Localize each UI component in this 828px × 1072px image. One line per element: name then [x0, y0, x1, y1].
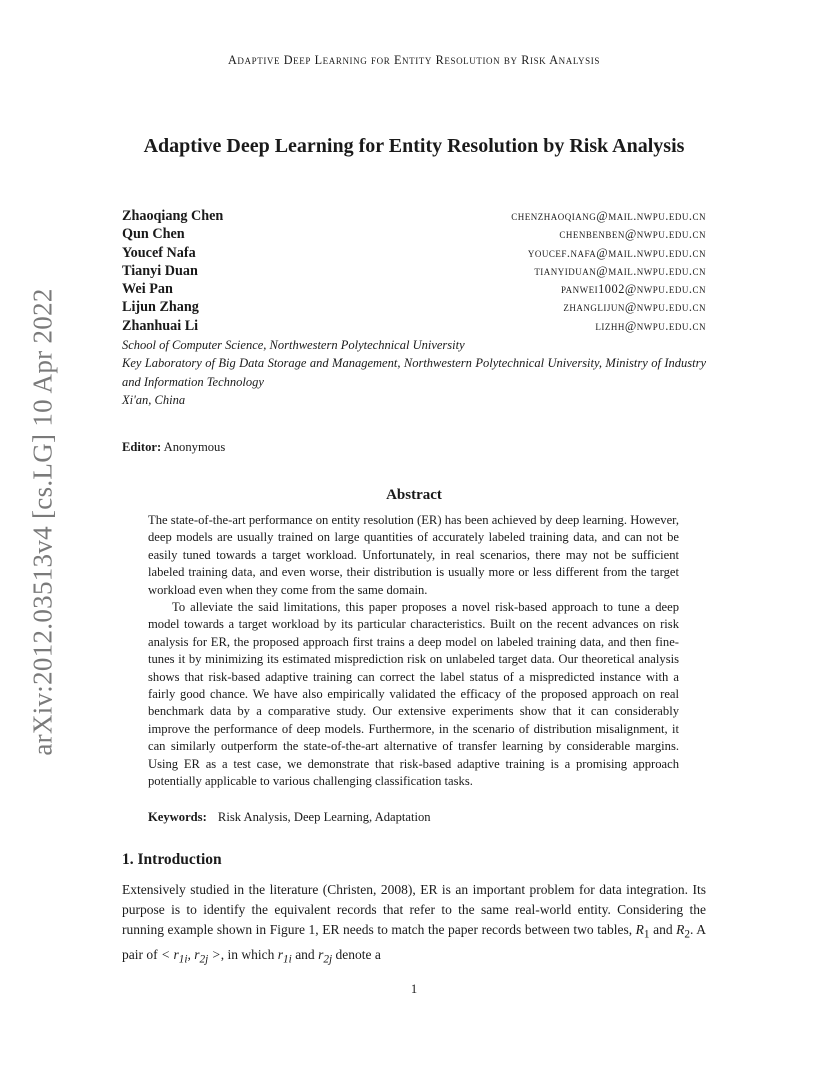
- affiliation-line: Xi'an, China: [122, 393, 186, 408]
- abstract-paragraph: To alleviate the said limitations, this paper proposes a novel risk-based approach to tune a deep model towards a target workload by its particular characteristics. Built on the recent advances on risk analysis for ER, the proposed approach first trains a deep model on labeled training data, and then fine-tunes it by minimizing its estimated misprediction risk on unlabeled target data. Our theoretical analysis shows that risk-based adaptive training can correct the label status of a mispredicted instance with a fairly good chance. We have also empirically validated the efficacy of the proposed approach on real benchmark data by a comparative study. Our extensive experiments show that it can considerably improve the performance of deep models. Furthermore, in the scenario of distribution misalignment, it can similarly outperform the state-of-the-art alternative of transfer learning by considerable margins. Using ER as a test case, we demonstrate that risk-based adaptive training is a promising approach potentially applicable to various challenging classification tasks.: [148, 600, 679, 789]
- keywords-label: Keywords:: [148, 810, 207, 824]
- author-row: [122, 318, 706, 336]
- math-r2: R: [676, 922, 685, 938]
- math-pair: , r: [187, 947, 200, 963]
- author-name: Youcef Nafa: [122, 244, 196, 261]
- editor-value: Anonymous: [163, 440, 226, 454]
- keywords-value: Risk Analysis, Deep Learning, Adaptation: [217, 810, 431, 824]
- author-name: Zhanhuai Li: [122, 317, 199, 334]
- author-name: Tianyi Duan: [122, 262, 198, 279]
- author-row: [122, 245, 706, 263]
- math-sub: 2: [684, 929, 691, 942]
- introduction-body: [122, 880, 706, 970]
- author-list: [122, 208, 706, 336]
- affiliation-line: Key Laboratory of Big Data Storage and Management, Northwestern Polytechnical University, Ministry of Industry and Information Technology: [122, 356, 706, 389]
- math-sub: 2j: [199, 953, 209, 966]
- author-row: [122, 299, 706, 317]
- abstract-body: [148, 512, 679, 791]
- math-pair: >: [208, 947, 221, 963]
- author-email[interactable]: tianyiduan@mail.nwpu.edu.cn: [534, 263, 706, 278]
- author-name: Lijun Zhang: [122, 299, 199, 316]
- author-name: Qun Chen: [122, 226, 185, 243]
- editor-label: Editor:: [122, 440, 162, 454]
- author-name: Zhaoqiang Chen: [122, 208, 224, 224]
- affiliation-line: School of Computer Science, Northwestern Polytechnical University: [122, 338, 465, 352]
- author-row: [122, 263, 706, 281]
- section-heading: 1. Introduction: [122, 851, 222, 868]
- math-rj: r: [318, 947, 324, 963]
- author-email[interactable]: zhanglijun@nwpu.edu.cn: [563, 300, 706, 315]
- intro-text: and: [649, 922, 677, 938]
- intro-text: , in which: [220, 947, 278, 963]
- math-r1: R: [635, 922, 644, 938]
- affiliations: [122, 336, 706, 410]
- math-sub: 1i: [178, 953, 188, 966]
- introduction-paragraph: [122, 880, 706, 970]
- author-row: [122, 208, 706, 226]
- author-email[interactable]: lizhh@nwpu.edu.cn: [595, 318, 706, 333]
- math-sub: 1: [643, 929, 650, 942]
- math-sub: 1i: [283, 953, 292, 966]
- intro-text: and: [291, 947, 319, 963]
- abstract-heading: Abstract: [386, 487, 442, 503]
- editor-line: [122, 440, 225, 455]
- author-row: [122, 226, 706, 244]
- author-email[interactable]: youcef.nafa@mail.nwpu.edu.cn: [527, 245, 706, 260]
- intro-text: Extensively studied in the literature (Christen, 2008), ER is an important problem for data integration. Its purpose is to identify the equivalent records that refer to the same real-world entity. Considering the running example shown in Figure 1, ER needs to match the paper records between two tables,: [122, 882, 706, 938]
- running-head: Adaptive Deep Learning for Entity Resolution by Risk Analysis: [228, 53, 600, 67]
- abstract-paragraph: The state-of-the-art performance on entity resolution (ER) has been achieved by deep learning. However, deep models are usually trained on large quantities of accurately labeled training data, and can not be easily tuned towards a target workload. Unfortunately, in real scenarios, there may not be sufficient labeled training data, and even worse, their distribution is usually more or less different from the target workload even when they come from the same domain.: [148, 513, 679, 597]
- math-pair: < r: [160, 947, 179, 963]
- math-ri: r: [277, 947, 284, 963]
- paper-title: Adaptive Deep Learning for Entity Resolution by Risk Analysis: [143, 135, 685, 157]
- page-number: 1: [410, 982, 418, 996]
- math-sub: 2j: [323, 953, 333, 966]
- author-email[interactable]: chenzhaoqiang@mail.nwpu.edu.cn: [511, 209, 706, 223]
- intro-text: denote a: [332, 947, 381, 963]
- author-email[interactable]: chenbenben@nwpu.edu.cn: [559, 227, 706, 242]
- keywords-line: [148, 810, 431, 825]
- author-email[interactable]: panwei1002@nwpu.edu.cn: [560, 282, 706, 297]
- author-row: [122, 281, 706, 299]
- arxiv-identifier-stamp: arXiv:2012.03513v4 [cs.LG] 10 Apr 2022: [27, 288, 58, 756]
- intro-text: . A pair of: [122, 922, 706, 963]
- author-name: Wei Pan: [122, 281, 173, 298]
